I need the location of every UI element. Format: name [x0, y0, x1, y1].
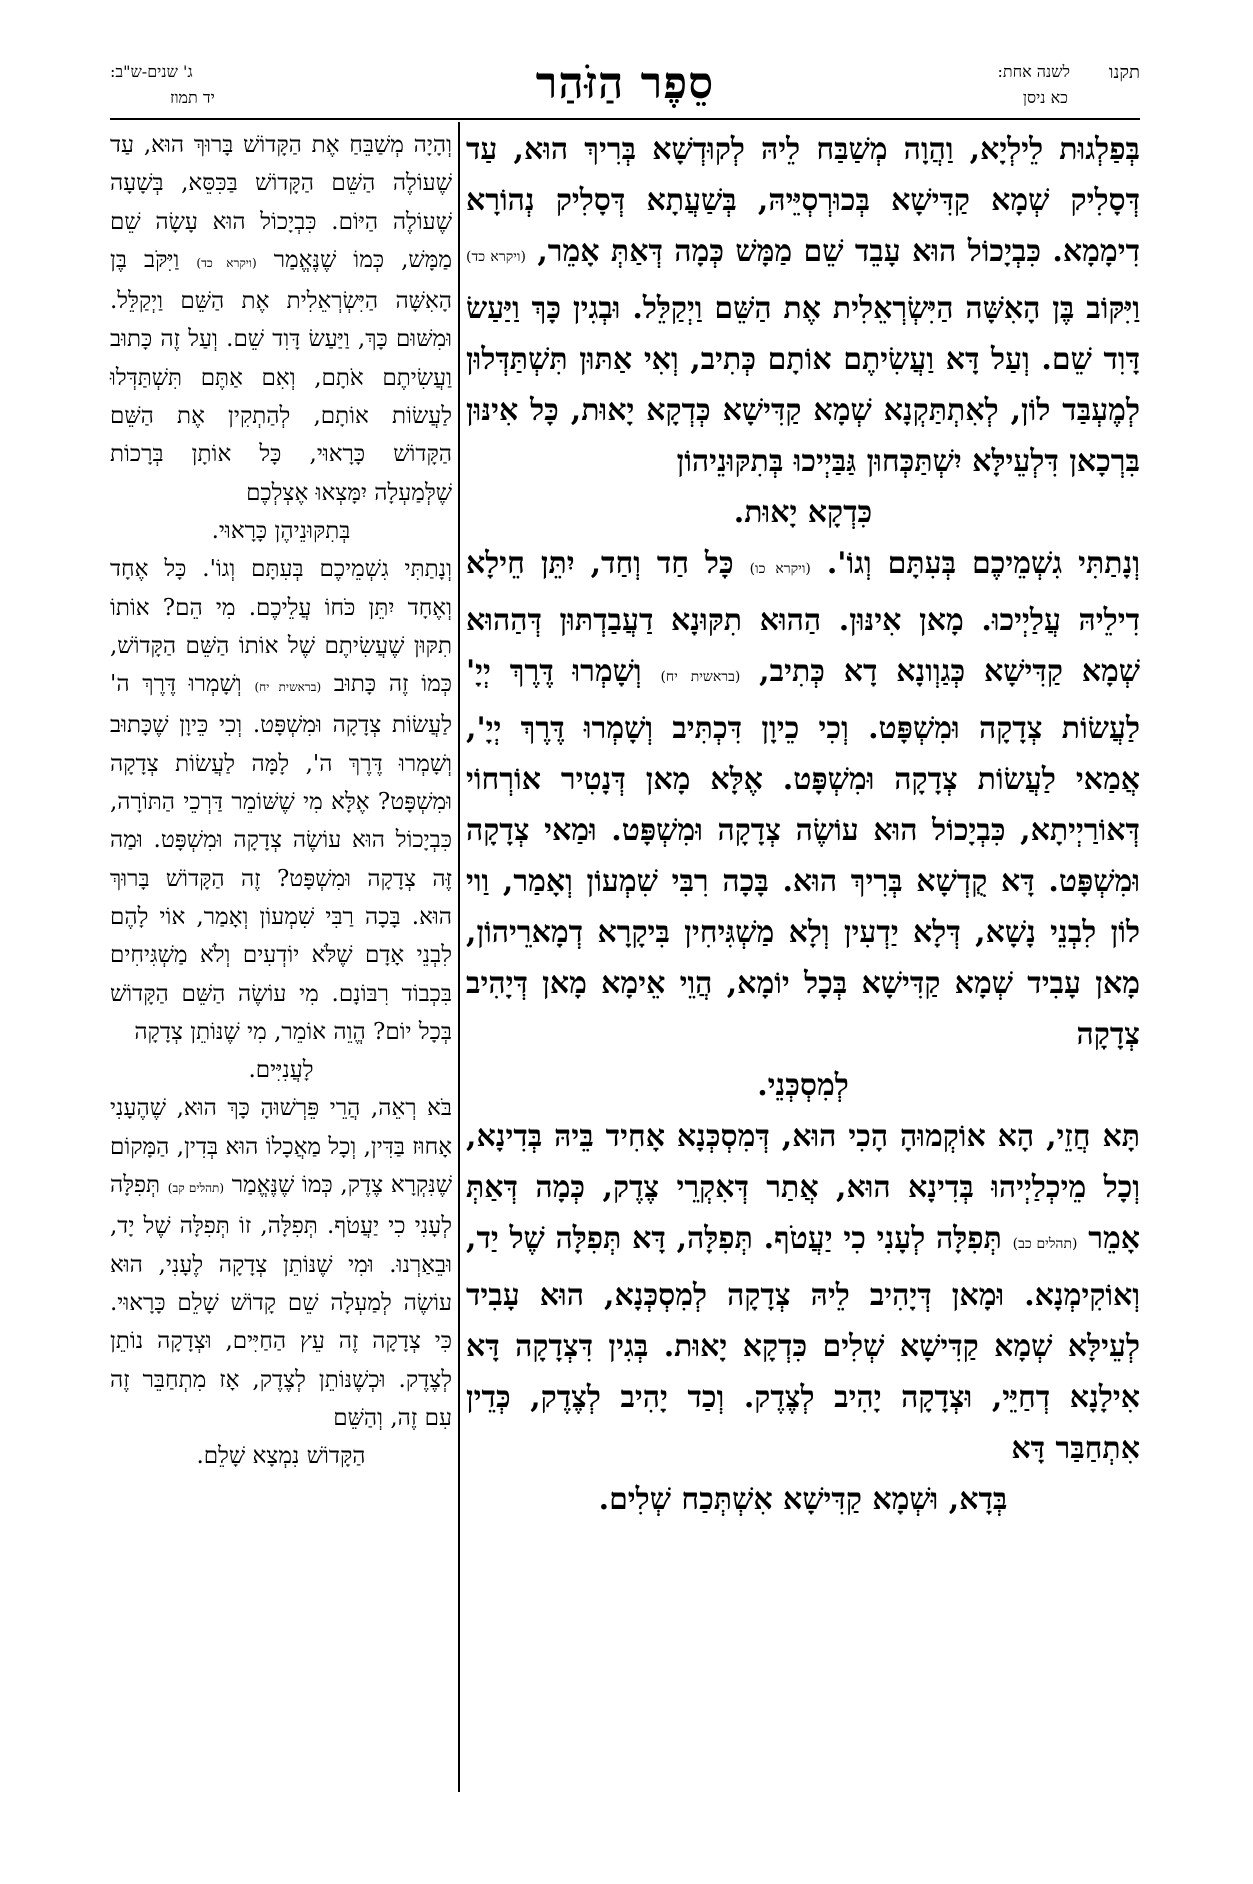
main-paragraph-2 [466, 538, 1140, 1060]
side-paragraph-2-end: לָעֲנִיִּים. [248, 1057, 314, 1084]
main-text: תָּא חֲזֵי, הָא אוֹקְמוּהָ הָכִי הוּא, דְּמִסְכְּנָא אָחִיד בֵּיהּ בְּדִינָא, וְכָל מֵיכְלַיְיהוּ בְּדִינָא הוּא, אֲתַר דְּאִקְרֵי צֶדֶק, כְּמָה דְּאַתְּ אָמֵר [466, 1119, 1140, 1256]
side-text: תְּפִלָּה לְעָנִי כִי יַעֲטֹף. תְּפִלָּה, זוֹ תְּפִלָּה שֶׁל יָד, וּבֵאַרְנוּ. וּמִי שֶׁנּוֹתֵן צְדָקָה לֶעָנִי, הוּא עוֹשֶׂה לְמַעְלָה שֵׁם קָדוֹשׁ שָׁלֵם כָּרָאוּי. כִּי צְדָקָה זֶה עֵץ הַחַיִּים, וּצְדָקָה נוֹתֵן לְצֶדֶק. וּכְשֶׁנּוֹתֵן לְצֶדֶק, אָז מִתְחַבֵּר זֶה עִם זֶה, וְהַשֵּׁם [110, 1172, 452, 1431]
main-paragraph-2-end: לְמִסְכְּנֵי. [757, 1068, 849, 1103]
header-three-years-label: ג' שנים-ש"ב: [110, 62, 193, 81]
page-title: סֵפֶר הַזֹּהַר [535, 58, 715, 109]
main-text: וְשָׁמְרוּ דֶּרֶךְ יְיָ' לַעֲשׂוֹת צְדָקָה וּמִשְׁפָּט. וְכִי כֵיוָן דִּכְתִּיב וְשָׁמְרוּ דֶּרֶךְ יְיָ', אֲמַאי לַעֲשׂוֹת צְדָקָה וּמִשְׁפָּט. אֶלָּא מָאן דְּנָטִיר אוֹרְחוֹי דְּאוֹרַיְיתָא, כִּבְיָכוֹל הוּא עוֹשֶׂה צְדָקָה וּמִשְׁפָּט. וּמַאי צְדָקָה וּמִשְׁפָּט. דָּא קֻדְשָׁא בְּרִיךְ הוּא. בָּכָה רִבִּי שִׁמְעוֹן וְאָמַר, וַוי לוֹן לִבְנֵי נָשָׁא, דְּלָא יַדְעִין וְלָא מַשְׁגִּיחִין בִּיקָרָא דְמָארֵיהוֹן, מָאן עָבִיד שְׁמָא קַדִּישָׁא בְּכָל יוֹמָא, הֲוֵי אֵימָא מָאן דְּיָהִיב צְדָקָה [466, 654, 1140, 1052]
main-text: וַיִּקּוֹב בֶּן הָאִשָּׁה הַיִּשְׂרְאֵלִית אֶת הַשֵּׁם וַיְקַלֵּל. וּבְגִין כָּךְ וַיַּעַשׂ דָּוִד שֵׁם. וְעַל דָּא וַעֲשִׂיתֶם אוֹתָם כְּתִיב, וְאִי אַתּוּן תִּשְׁתַּדְּלוּן לְמֶעְבַּד לוֹן, לְאִתְתַּקְנָא שְׁמָא קַדִּישָׁא כְּדְקָא יָאוּת, כָּל אִינּוּן בִּרְכָאן דִּלְעֵילָּא יִשְׁתַּכְּחוּן גַּבַּיְיכוּ בְּתִקּוּנֵיהוֹן [466, 291, 1140, 479]
main-text: וְנָתַתִּי גִשְׁמֵיכֶם בְּעִתָּם וְגוֹ'. [826, 546, 1140, 581]
side-text: בֹּא רְאֵה, הֲרֵי פֵּרְשׁוּהָ כָּךְ הוּא, שֶׁהֶעָנִי אָחוּז בַּדִּין, וְכָל מַאֲכָלוֹ הוּא בְּדִין, הַמָּקוֹם שֶׁנִּקְרָא צֶדֶק, כְּמוֹ שֶׁנֶּאֱמַר [110, 1095, 452, 1199]
header-one-year-date: כא ניסן [1022, 88, 1068, 107]
side-paragraph-2 [110, 550, 452, 1051]
verse-reference: (ויקרא כד) [196, 255, 257, 270]
verse-reference: (תהלים כב) [1012, 1236, 1078, 1252]
side-paragraph-3 [110, 1089, 452, 1437]
verse-reference: (ויקרא כו) [749, 561, 811, 577]
side-paragraph-3-end: הַקָּדוֹשׁ נִמְצָא שָׁלֵם. [196, 1443, 366, 1470]
side-text: וְשָׁמְרוּ דֶּרֶךְ ה' לַעֲשׂוֹת צְדָקָה וּמִשְׁפָּט. וְכִי כֵּיוָן שֶׁכָּתוּב וְשָׁמְרוּ דֶּרֶךְ ה', לָמָּה לַעֲשׂוֹת צְדָקָה וּמִשְׁפָּט? אֶלָּא מִי שֶׁשּׁוֹמֵר דַּרְכֵי הַתּוֹרָה, כִּבְיָכוֹל הוּא עוֹשֶׂה צְדָקָה וּמִשְׁפָּט. וּמַה זֶּה צְדָקָה וּמִשְׁפָּט? זֶה הַקָּדוֹשׁ בָּרוּךְ הוּא. בָּכָה רַבִּי שִׁמְעוֹן וְאָמַר, אוֹי לָהֶם לִבְנֵי אָדָם שֶׁלֹּא יוֹדְעִים וְלֹא מַשְׁגִּיחִים בִּכְבוֹד רִבּוֹנָם. מִי עוֹשֶׂה הַשֵּׁם הַקָּדוֹשׁ בְּכָל יוֹם? הֱוֵה אוֹמֵר, מִי שֶׁנּוֹתֵן צְדָקָה [110, 671, 452, 1045]
column-divider [458, 122, 460, 1792]
header-tikkun-label: תקנו [1108, 62, 1140, 83]
side-text: וַיִּקֹּב בֶּן הָאִשָּׁה הַיִּשְׂרְאֵלִית אֶת הַשֵּׁם וַיְקַלֵּל. וּמִשּׁוּם כָּךְ, וַיַּעַשׂ דָּוִד שֵׁם. וְעַל זֶה כָּתוּב וַעֲשִׂיתֶם אֹתָם, וְאִם אַתֶּם תִּשְׁתַּדְּלוּ לַעֲשׂוֹת אוֹתָם, לְהַתְקִין אֶת הַשֵּׁם הַקָּדוֹשׁ כָּרָאוּי, כָּל אוֹתָן בְּרָכוֹת שֶׁלְּמַעְלָה יִמָּצְאוּ אֶצְלְכֶם [110, 246, 452, 506]
main-paragraph-1 [466, 124, 1140, 487]
side-column-hebrew [110, 126, 452, 1475]
verse-reference: (ויקרא כד) [466, 249, 526, 265]
main-text: כָּל חַד וְחַד, יִתֵּן חֵילָא דִילֵיהּ עֲלַיְיכוּ. מָאן אִינּוּן. הַהוּא תִקּוּנָא דַעֲבַדְתּוּן דְּהַהוּא שְׁמָא קַדִּישָׁא כְּגַוְונָא דָא כְּתִיב, [466, 546, 1140, 689]
header-three-years-date: יד תמוז [170, 88, 215, 107]
main-text: בְּפַלְגוּת לֵילְיָא, וַהֲוָה מְשַׁבַּח לֵיהּ לְקוּדְשָׁא בְּרִיךְ הוּא, עַד דְּסָלִיק שְׁמָא קַדִּישָׁא בְּכוּרְסְיֵּיהּ, בְּשַׁעֲתָא דְּסָלִיק נְהוֹרָא דִימָמָא. כִּבְיָכוֹל הוּא עָבֵד שֵׁם מַמָּשׁ כְּמָה דְּאַתְּ אָמֵר, [466, 132, 1140, 269]
main-column-aramaic [466, 124, 1140, 1525]
main-paragraph-3-end: בְּדָא, וּשְׁמָא קַדִּישָׁא אִשְׁתְּכַח שְׁלִים. [598, 1482, 1008, 1517]
verse-reference: (בראשית יח) [254, 680, 322, 695]
side-paragraph-1-end: בְּתִקּוּנֵיהֶן כָּרָאוּי. [211, 517, 351, 544]
main-text: תְּפִלָּה לְעָנִי כִי יַעֲטֹף. תְּפִלָּה, דָּא תְּפִלָּה שֶׁל יַד, וְאוֹקִימְנָא. וּמָאן דְּיָהִיב לֵיהּ צְדָקָה לְמִסְכְּנָא, הוּא עָבִיד לְעֵילָּא שְׁמָא קַדִּישָׁא שְׁלִים כִּדְקָא יָאוּת. בְּגִין דִּצְדָקָה דָּא אִילָנָא דְחַיֵּי, וּצְדָקָה יָהִיב לְצֶדֶק. וְכַד יָהִיב לְצֶדֶק, כְּדֵין אִתְחַבַּר דָּא [466, 1221, 1140, 1466]
side-paragraph-1 [110, 126, 452, 512]
main-paragraph-1-end: כִּדְקָא יָאוּת. [733, 495, 873, 530]
verse-reference: (בראשית יח) [660, 669, 741, 685]
main-paragraph-3 [466, 1111, 1140, 1474]
header-divider [110, 118, 1140, 120]
side-text: וְהָיָה מְשַׁבֵּחַ אֶת הַקָּדוֹשׁ בָּרוּךְ הוּא, עַד שֶׁעוֹלֶה הַשֵּׁם הַקָּדוֹשׁ בַּכִּסֵּא, בְּשָׁעָה שֶׁעוֹלֶה הַיּוֹם. כִּבְיָכוֹל הוּא עָשָׂה שֵׁם מַמָּשׁ, כְּמוֹ שֶׁנֶּאֱמַר [110, 132, 452, 273]
header-one-year-label: לשנה אחת: [997, 62, 1070, 81]
side-text: וְנָתַתִּי גִשְׁמֵיכֶם בְּעִתָּם וְגוֹ'. כָּל אֶחָד וְאֶחָד יִתֵּן כֹּחוֹ עֲלֵיכֶם. מִי הֵם? אוֹתוֹ תִקּוּן שֶׁעֲשִׂיתֶם שֶׁל אוֹתוֹ הַשֵּׁם הַקָּדוֹשׁ, כְּמוֹ זֶה כָּתוּב [110, 556, 453, 698]
verse-reference: (תהלים קב) [167, 1181, 225, 1196]
